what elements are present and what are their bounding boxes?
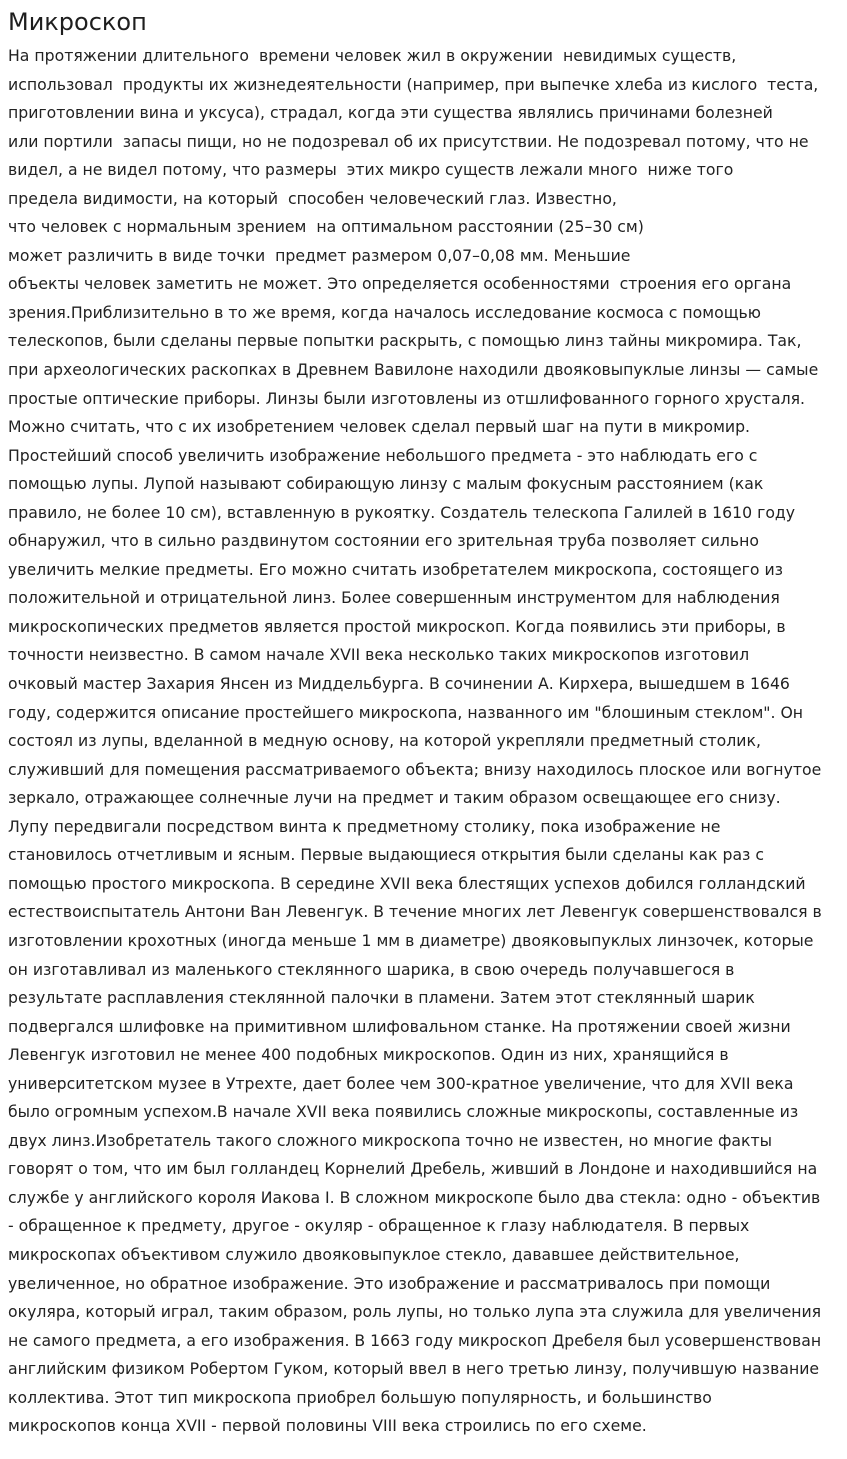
- text-line: Левенгук изготовил не менее 400 подобных микроскопов. Один из них, хранящийся в: [8, 1045, 729, 1065]
- text-line: говорят о том, что им был голландец Корнелий Дребель, живший в Лондоне и находившийся на: [8, 1159, 818, 1179]
- text-line: - обращенное к предмету, другое - окуляр - обращенное к глазу наблюдателя. В первых: [8, 1216, 750, 1236]
- text-line: обнаружил, что в сильно раздвинутом состоянии его зрительная труба позволяет сильно: [8, 531, 760, 551]
- text-line: микроскопов конца XVII - первой половины VIII века строились по его схеме.: [8, 1416, 647, 1436]
- text-line: микроскопах объективом служило двояковыпуклое стекло, дававшее действительное,: [8, 1244, 740, 1264]
- text-line: двух линз.Изобретатель такого сложного микроскопа точно не известен, но многие факты: [8, 1130, 772, 1150]
- text-line: университетском музее в Утрехте, дает более чем 300-кратное увеличение, что для XVII века: [8, 1073, 794, 1093]
- text-line: коллектива. Этот тип микроскопа приобрел большую популярность, и большинство: [8, 1387, 712, 1407]
- text-line: при археологических раскопках в Древнем Вавилоне находили двояковыпуклые линзы — самые: [8, 360, 819, 380]
- text-line: правило, не более 10 см), вставленную в рукоятку. Создатель телескопа Галилей в 1610 году: [8, 502, 796, 522]
- text-line: естествоиспытатель Антони Ван Левенгук. В течение многих лет Левенгук совершенствовался в: [8, 902, 822, 922]
- text-line: увеличенное, но обратное изображение. Это изображение и рассматривалось при помощи: [8, 1273, 771, 1293]
- text-line: служивший для помещения рассматриваемого объекта; внизу находилось плоское или вогнутое: [8, 759, 822, 779]
- text-line: очковый мастер Захария Янсен из Миддельбурга. В сочинении А. Кирхера, вышедшем в 1646: [8, 674, 790, 694]
- text-line: службе у английского короля Иакова I. В сложном микроскопе было два стекла: одно - объектив: [8, 1187, 821, 1207]
- text-line: увеличить мелкие предметы. Его можно считать изобретателем микроскопа, состоящего из: [8, 559, 783, 579]
- text-line: Простейший способ увеличить изображение небольшого предмета - это наблюдать его с: [8, 445, 758, 465]
- text-line: зеркало, отражающее солнечные лучи на предмет и таким образом освещающее его снизу.: [8, 788, 781, 808]
- text-line: положительной и отрицательной линз. Более совершенным инструментом для наблюдения: [8, 588, 780, 608]
- text-line: подвергался шлифовке на примитивном шлифовальном станке. На протяжении своей жизни: [8, 1016, 791, 1036]
- text-line: помощью простого микроскопа. В середине XVII века блестящих успехов добился голландский: [8, 873, 806, 893]
- text-line: Лупу передвигали посредством винта к предметному столику, пока изображение не: [8, 816, 721, 836]
- text-line: Можно считать, что с их изобретением человек сделал первый шаг на пути в микромир.: [8, 417, 751, 437]
- text-line: видел, а не видел потому, что размеры этих микро существ лежали много ниже того: [8, 160, 734, 180]
- text-line: не самого предмета, а его изображения. В 1663 году микроскоп Дребеля был усовершенствован: [8, 1330, 822, 1350]
- text-line: что человек с нормальным зрением на оптимальном расстоянии (25–30 см): [8, 217, 644, 237]
- text-line: объекты человек заметить не может. Это определяется особенностями строения его органа: [8, 274, 792, 294]
- text-line: предела видимости, на который способен человеческий глаз. Известно,: [8, 188, 617, 208]
- text-line: простые оптические приборы. Линзы были изготовлены из отшлифованного горного хрусталя.: [8, 388, 806, 408]
- text-line: результате расплавления стеклянной палочки в пламени. Затем этот стеклянный шарик: [8, 988, 755, 1008]
- text-line: было огромным успехом.В начале XVII века появились сложные микроскопы, составленные из: [8, 1102, 799, 1122]
- text-line: использовал продукты их жизнедеятельности (например, при выпечке хлеба из кислого теста,: [8, 74, 819, 94]
- text-line: помощью лупы. Лупой называют собирающую линзу с малым фокусным расстоянием (как: [8, 474, 764, 494]
- text-line: приготовлении вина и уксуса), страдал, когда эти существа являлись причинами болезней: [8, 103, 773, 123]
- text-line: На протяжении длительного времени человек жил в окружении невидимых существ,: [8, 46, 737, 65]
- text-line: английским физиком Робертом Гуком, который ввел в него третью линзу, получившую название: [8, 1359, 820, 1379]
- text-line: состоял из лупы, вделанной в медную основу, на которой укрепляли предметный столик,: [8, 731, 761, 751]
- text-line: становилось отчетливым и ясным. Первые выдающиеся открытия были сделаны как раз с: [8, 845, 765, 865]
- text-line: точности неизвестно. В самом начале XVII века несколько таких микроскопов изготовил: [8, 645, 750, 665]
- document: [8, 4, 844, 1441]
- text-line: изготовлении крохотных (иногда меньше 1 мм в диаметре) двояковыпуклых линзочек, которые: [8, 930, 814, 950]
- article-body: [8, 42, 844, 1441]
- page-title: Микроскоп: [8, 8, 147, 36]
- text-line: зрения.Приблизительно в то же время, когда началось исследование космоса с помощью: [8, 302, 761, 322]
- text-line: может различить в виде точки предмет размером 0,07–0,08 мм. Меньшие: [8, 245, 631, 265]
- text-line: он изготавливал из маленького стеклянного шарика, в свою очередь получавшегося в: [8, 959, 735, 979]
- text-line: микроскопических предметов является простой микроскоп. Когда появились эти приборы, в: [8, 616, 786, 636]
- text-line: окуляра, который играл, таким образом, роль лупы, но только лупа эта служила для увеличения: [8, 1302, 822, 1322]
- text-line: году, содержится описание простейшего микроскопа, названного им "блошиным стеклом". Он: [8, 702, 804, 722]
- text-line: или портили запасы пищи, но не подозревал об их присутствии. Не подозревал потому, что не: [8, 131, 809, 151]
- text-line: телескопов, были сделаны первые попытки раскрыть, с помощью линз тайны микромира. Так,: [8, 331, 802, 351]
